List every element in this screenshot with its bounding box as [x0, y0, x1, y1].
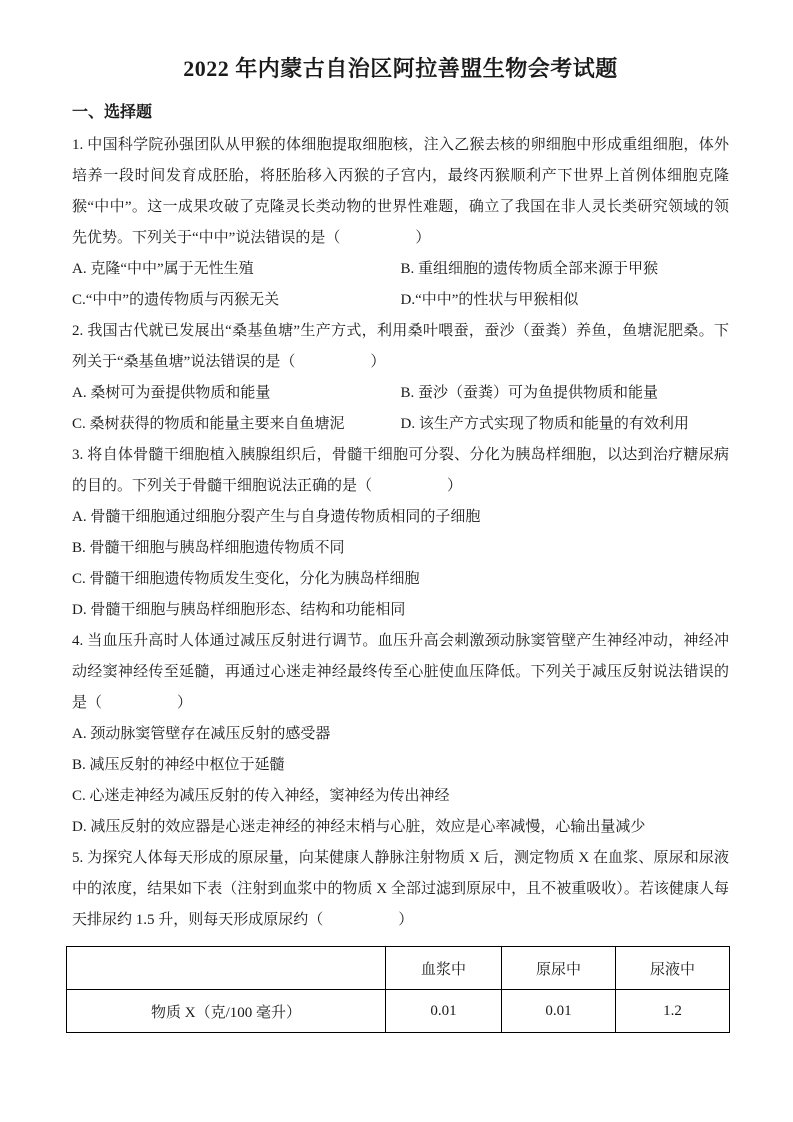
question-1-options-row-ab	[72, 254, 729, 285]
substance-x-concentration-table	[66, 946, 730, 1033]
question-2-stem: 2. 我国古代就已发展出“桑基鱼塘”生产方式，利用桑叶喂蚕，蚕沙（蚕粪）养鱼，鱼塘泥肥桑。下列关于“桑基鱼塘”说法错误的是（ ）	[72, 323, 729, 370]
table-data-row	[67, 990, 730, 1033]
question-5-stem: 5. 为探究人体每天形成的原尿量，向某健康人静脉注射物质 X 后，测定物质 X 在血浆、原尿和尿液中的浓度，结果如下表（注射到血浆中的物质 X 全部过滤到原尿中，且不被重吸收）。若该健康人每天排尿约 1.5 升，则每天形成原尿约（ ）	[72, 850, 729, 928]
question-2-option-a: A. 桑树可为蚕提供物质和能量	[72, 385, 271, 401]
question-3-options-row-a	[72, 502, 729, 533]
question-3-option-d: D. 骨髓干细胞与胰岛样细胞形态、结构和功能相同	[72, 602, 406, 618]
table-cell-primary-urine-value: 0.01	[502, 990, 616, 1033]
question-1-options-row-cd	[72, 285, 729, 316]
table-header-empty-cell	[67, 947, 386, 990]
table-cell-plasma-value: 0.01	[386, 990, 502, 1033]
question-3-options-row-c	[72, 564, 729, 595]
question-4-options-row-b	[72, 750, 729, 781]
question-3-options-row-b	[72, 533, 729, 564]
question-3-option-b: B. 骨髓干细胞与胰岛样细胞遗传物质不同	[72, 540, 345, 556]
question-4-option-a: A. 颈动脉窦管壁存在减压反射的感受器	[72, 726, 331, 742]
question-1-stem: 1. 中国科学院孙强团队从甲猴的体细胞提取细胞核，注入乙猴去核的卵细胞中形成重组细胞，体外培养一段时间发育成胚胎，将胚胎移入丙猴的子宫内，最终丙猴顺利产下世界上首例体细胞克隆猴“中中”。这一成果攻破了克隆灵长类动物的世界性难题，确立了我国在非人灵长类研究领域的领先优势。下列关于“中中”说法错误的是（ ）	[72, 137, 729, 246]
page-title: 2022 年内蒙古自治区阿拉善盟生物会考试题	[183, 56, 618, 81]
question-3-option-a: A. 骨髓干细胞通过细胞分裂产生与自身遗传物质相同的子细胞	[72, 509, 481, 525]
question-4-stem: 4. 当血压升高时人体通过减压反射进行调节。血压升高会刺激颈动脉窦管壁产生神经冲动，神经冲动经窦神经传至延髓，再通过心迷走神经最终传至心脏使血压降低。下列关于减压反射说法错误的是（ ）	[72, 633, 729, 711]
question-1-option-c: C.“中中”的遗传物质与丙猴无关	[72, 292, 280, 308]
section-heading: 一、选择题	[72, 104, 153, 121]
question-4-options-row-a	[72, 719, 729, 750]
table-header-primary-urine: 原尿中	[502, 947, 616, 990]
table-cell-urine-value: 1.2	[616, 990, 730, 1033]
question-4-option-d: D. 减压反射的效应器是心迷走神经的神经末梢与心脏，效应是心率减慢，心输出量减少	[72, 819, 646, 835]
table-header-row	[67, 947, 730, 990]
question-3-options-row-d	[72, 595, 729, 626]
table-header-urine: 尿液中	[616, 947, 730, 990]
question-1-option-b: B. 重组细胞的遗传物质全部来源于甲猴	[400, 261, 659, 277]
question-2-option-c: C. 桑树获得的物质和能量主要来自鱼塘泥	[72, 416, 345, 432]
question-4-options-row-d	[72, 812, 729, 843]
question-1-option-a: A. 克隆“中中”属于无性生殖	[72, 261, 254, 277]
question-3-stem: 3. 将自体骨髓干细胞植入胰腺组织后，骨髓干细胞可分裂、分化为胰岛样细胞，以达到治疗糖尿病的目的。下列关于骨髓干细胞说法正确的是（ ）	[72, 447, 729, 494]
question-2-option-b: B. 蚕沙（蚕粪）可为鱼提供物质和能量	[400, 385, 659, 401]
question-4-option-c: C. 心迷走神经为减压反射的传入神经，窦神经为传出神经	[72, 788, 450, 804]
question-2-options-row-cd	[72, 409, 729, 440]
table-header-plasma: 血浆中	[386, 947, 502, 990]
question-2-options-row-ab	[72, 378, 729, 409]
question-3-option-c: C. 骨髓干细胞遗传物质发生变化，分化为胰岛样细胞	[72, 571, 420, 587]
question-4-option-b: B. 减压反射的神经中枢位于延髓	[72, 757, 285, 773]
question-4-options-row-c	[72, 781, 729, 812]
question-2-option-d: D. 该生产方式实现了物质和能量的有效利用	[400, 416, 689, 432]
question-1-option-d: D.“中中”的性状与甲猴相似	[400, 292, 579, 308]
table-cell-substance-label: 物质 X（克/100 毫升）	[67, 990, 386, 1033]
